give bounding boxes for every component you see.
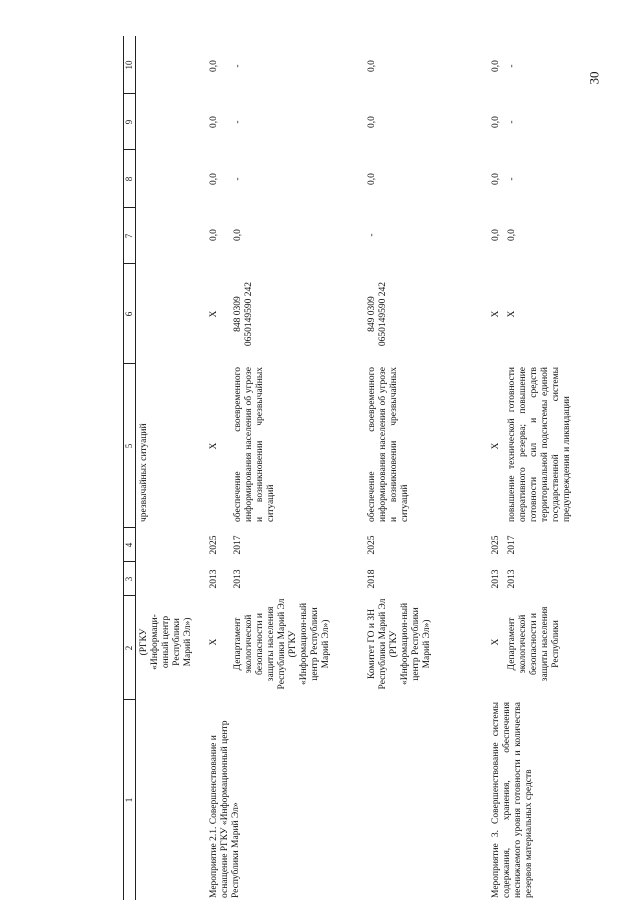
row3-v8: 0,0: [367, 173, 377, 185]
row2-responsible: Департамент экологической безопасности и защиты населения Республики Марий Эл (РГКУ «Информацион-ный центр Республики Марий Эл»): [233, 598, 331, 690]
row3-result: обеспечение своевременного информирования населения об угрозе и возникновении чрезвычайных ситуаций: [367, 367, 410, 522]
col-sep: [123, 149, 135, 150]
col-header-10: 10: [124, 60, 134, 70]
row1-v9: 0,0: [209, 116, 219, 128]
row2-kbk-b: 0650149590 242: [244, 281, 254, 347]
col-sep: [123, 93, 135, 94]
row3-kbk-b: 0650149590 242: [378, 281, 388, 347]
row4-end: 2025: [491, 535, 501, 555]
row5-end: 2017: [507, 535, 517, 555]
row3-v7: -: [367, 233, 377, 237]
row2-v9: -: [233, 120, 243, 124]
col-header-4: 4: [124, 542, 134, 548]
row5-responsible: Департамент экологической безопасности и защиты населения Республики: [507, 606, 561, 682]
row2-start: 2013: [233, 569, 243, 589]
row3-start: 2018: [367, 569, 377, 589]
row1-end: 2025: [209, 535, 219, 555]
row2-result: обеспечение своевременного информирования населения об угрозе и возникновении чрезвычайных ситуаций: [233, 367, 276, 522]
row3-v9: 0,0: [367, 116, 377, 128]
row1-result: X: [209, 442, 219, 450]
row1-v7: 0,0: [209, 229, 219, 241]
row5-v10: -: [507, 64, 517, 68]
budget-table: [123, 36, 640, 900]
row4-responsible: X: [491, 638, 501, 646]
col-header-2: 2: [124, 645, 134, 651]
row4-kbk: X: [491, 310, 501, 318]
row5-v9: -: [507, 120, 517, 124]
col-sep: [123, 363, 135, 364]
row5-result: повышение технической готовности оперативного резерва; повышение готовности сил и средств территориальной подсистемы единой государственной системы предупреждения и ликвидации: [507, 367, 572, 522]
row1-responsible: X: [209, 638, 219, 646]
row3-end: 2025: [367, 535, 377, 555]
row1-activity: Мероприятие 2.1. Совершенствование и оснащение РГКУ «Информационный центр Республики Марий Эл»: [209, 720, 241, 898]
col-header-9: 9: [124, 119, 134, 125]
col-sep: [123, 699, 135, 700]
row2-v8: -: [233, 177, 243, 181]
row5-v7: 0,0: [507, 229, 517, 241]
row4-v8: 0,0: [491, 173, 501, 185]
col-header-1: 1: [124, 797, 134, 803]
row4-v7: 0,0: [491, 229, 501, 241]
row3-responsible: Комитет ГО и ЗН Республики Марий Эл (РГКУ «Информацион-ный центр Республики Марий Эл»): [367, 598, 432, 690]
row1-kbk: X: [209, 310, 219, 318]
row4-activity: Мероприятие 3. Совершенствование системы содержания, хранения, обеспечения неснижаемого уровня готовности и количества резервов материальных средств: [491, 702, 534, 898]
row0-result: чрезвычайных ситуаций: [139, 423, 149, 522]
row5-v8: -: [507, 177, 517, 181]
header-bottom-border: [135, 36, 136, 900]
col-header-6: 6: [124, 311, 134, 317]
row4-v10: 0,0: [491, 60, 501, 72]
row2-kbk-a: 848 0309: [233, 296, 243, 332]
row4-start: 2013: [491, 569, 501, 589]
row3-v10: 0,0: [367, 60, 377, 72]
row3-kbk-a: 849 0309: [367, 296, 377, 332]
page-number: 30: [586, 71, 602, 85]
row1-v8: 0,0: [209, 173, 219, 185]
row2-v10: -: [233, 64, 243, 68]
col-header-7: 7: [124, 233, 134, 239]
row2-end: 2017: [233, 535, 243, 555]
row2-v7: 0,0: [233, 229, 243, 241]
row4-v9: 0,0: [491, 116, 501, 128]
rotated-table-wrapper: [123, 36, 640, 900]
col-header-5: 5: [124, 443, 134, 449]
row5-kbk: X: [507, 310, 517, 318]
col-sep: [123, 207, 135, 208]
col-header-3: 3: [124, 576, 134, 582]
col-sep: [123, 263, 135, 264]
row1-v10: 0,0: [209, 60, 219, 72]
row1-start: 2013: [209, 569, 219, 589]
row5-start: 2013: [507, 569, 517, 589]
row4-result: X: [491, 442, 501, 450]
row0-responsible: (РГКУ «Информаци-онный центр Республики Марий Эл»): [139, 614, 193, 670]
col-header-8: 8: [124, 176, 134, 182]
